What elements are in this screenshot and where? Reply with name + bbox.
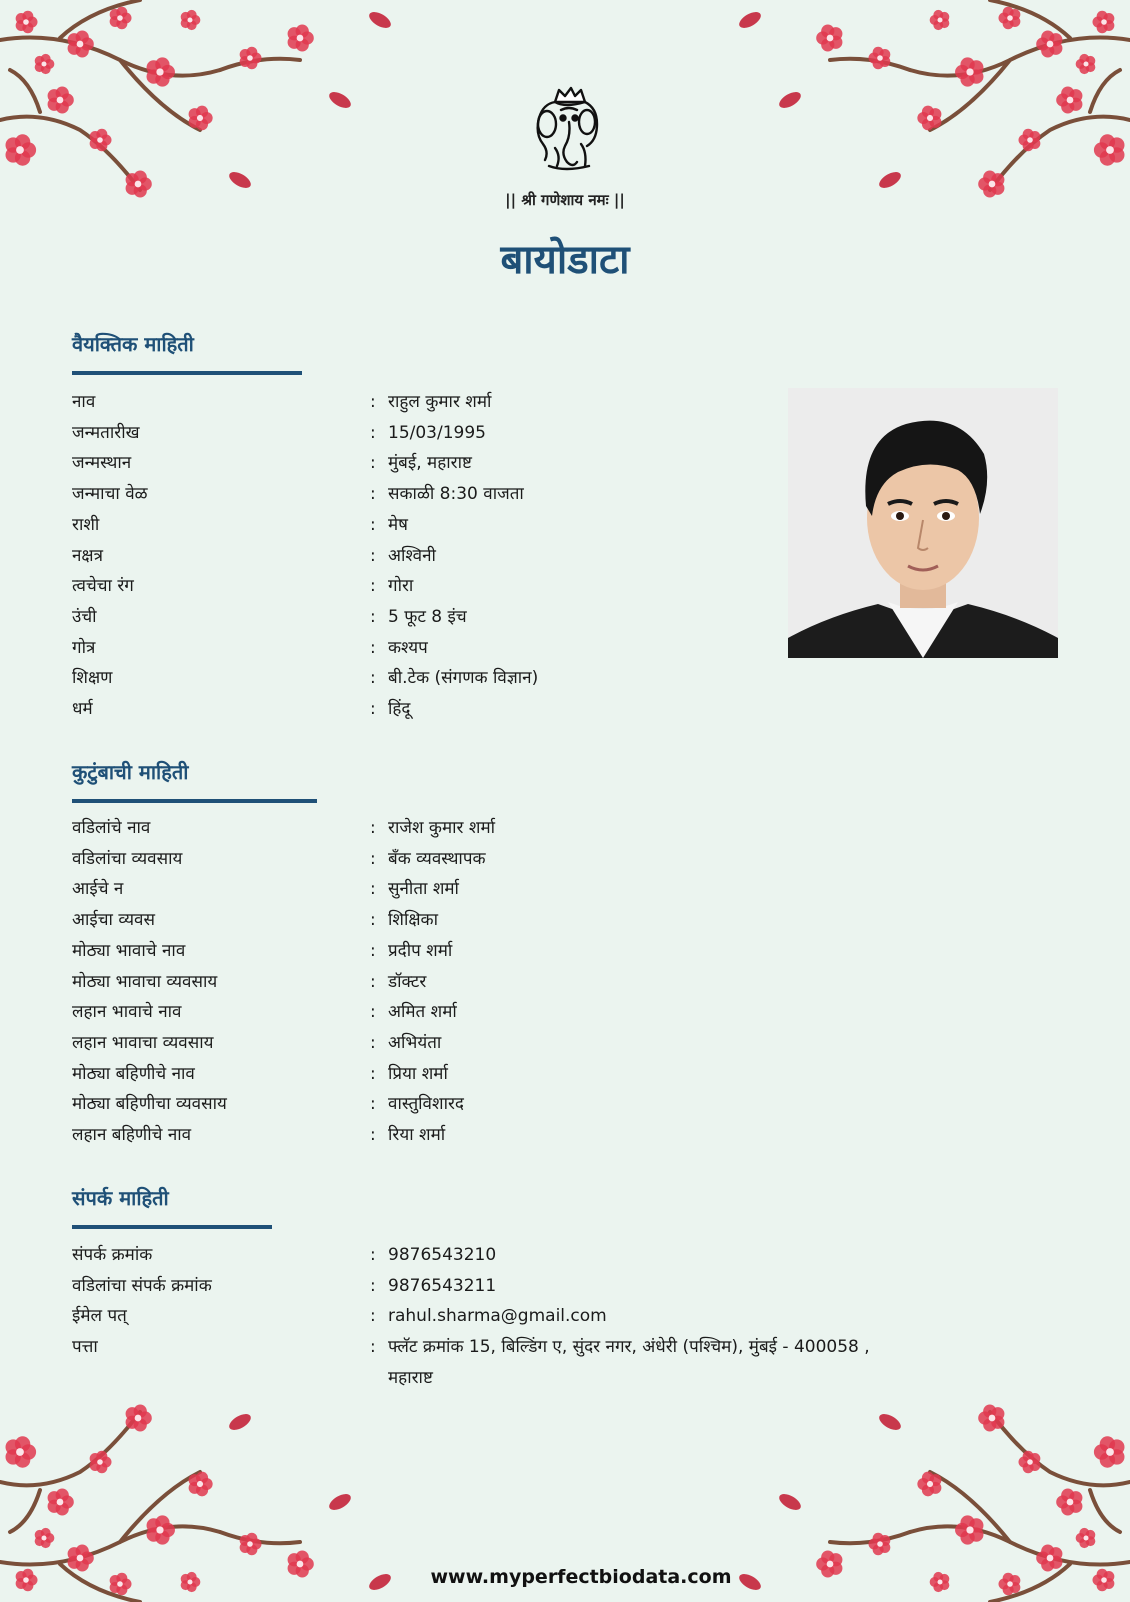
info-value: 9876543211	[388, 1275, 497, 1296]
info-row	[72, 1120, 972, 1150]
blossom-flower	[1019, 129, 1041, 151]
info-row	[72, 1089, 972, 1119]
info-row	[72, 997, 972, 1027]
section-rule-family	[72, 799, 317, 803]
info-separator: :	[370, 1275, 376, 1296]
info-value: 5 फूट 8 इंच	[388, 606, 467, 627]
info-separator: :	[370, 422, 376, 443]
blossom-flower	[48, 87, 74, 114]
blossom-flower	[90, 1451, 112, 1473]
info-separator: :	[370, 879, 376, 900]
info-label: वडिलांचे नाव	[72, 818, 151, 838]
info-row	[72, 874, 972, 904]
branch-stroke	[1090, 70, 1120, 112]
info-separator: :	[370, 1337, 376, 1358]
branch-stroke	[1090, 1490, 1120, 1532]
branch-stroke	[910, 1526, 1130, 1564]
blossom-flower	[16, 11, 38, 33]
info-label: धर्म	[72, 699, 93, 719]
info-separator: :	[370, 1125, 376, 1145]
info-label: आईचे न	[72, 879, 124, 900]
info-separator: :	[370, 576, 376, 597]
info-value: बी.टेक (संगणक विज्ञान)	[388, 668, 539, 689]
falling-petal	[227, 169, 254, 191]
info-value: मुंबई, महाराष्ट	[388, 453, 472, 474]
info-label: जन्माचा वेळ	[72, 484, 148, 505]
info-label: लहान भावाचा व्यवसाय	[72, 1032, 214, 1053]
blossom-flower	[240, 1533, 262, 1555]
info-separator: :	[370, 940, 376, 961]
section-rule-personal	[72, 371, 302, 375]
info-separator: :	[370, 910, 376, 931]
info-row	[72, 1240, 972, 1270]
section-title-contact: संपर्क माहिती	[72, 1186, 169, 1210]
blossom-flower	[90, 129, 112, 151]
info-row	[72, 1332, 972, 1389]
blossom-flower	[816, 25, 842, 52]
blossom-flower	[869, 47, 891, 69]
blossom-flower	[955, 1515, 983, 1544]
info-label: राशी	[72, 514, 100, 535]
branch-stroke	[0, 1526, 220, 1564]
info-value: सकाळी 8:30 वाजता	[388, 484, 524, 505]
blossom-flower	[35, 54, 55, 74]
blossom-flower	[6, 134, 37, 165]
blossom-flower	[48, 1489, 74, 1516]
info-separator: :	[370, 848, 376, 869]
info-value: प्रदीप शर्मा	[388, 940, 453, 961]
branch-stroke	[910, 38, 1130, 76]
info-value: फ्लॅट क्रमांक 15, बिल्डिंग ए, सुंदर नगर, अंधेरी (पश्चिम), मुंबई - 400058 , महाराष्ट	[388, 1337, 870, 1389]
section-rule-contact	[72, 1225, 272, 1229]
blossom-flower	[126, 1405, 152, 1432]
info-separator: :	[370, 1063, 376, 1084]
blossom-branch-bottom-left	[0, 1322, 420, 1602]
info-label: मोठ्या भावाचे नाव	[72, 940, 186, 961]
footer-website: www.myperfectbiodata.com	[430, 1566, 732, 1588]
info-value: वास्तुविशारद	[388, 1094, 464, 1115]
info-value: गोरा	[388, 576, 414, 597]
info-label: जन्मतारीख	[72, 422, 140, 443]
blossom-flower	[1019, 1451, 1041, 1473]
info-separator: :	[370, 484, 376, 505]
info-value: अभियंता	[388, 1032, 442, 1053]
blossom-flower	[917, 1472, 941, 1497]
info-value: बँक व्यवस्थापक	[388, 848, 486, 869]
info-value: rahul.sharma@gmail.com	[388, 1306, 607, 1327]
info-value: अश्विनी	[388, 545, 436, 566]
info-value: रिया शर्मा	[388, 1125, 446, 1145]
blossom-flower	[6, 1436, 37, 1467]
info-value: शिक्षिका	[388, 910, 439, 931]
blossom-flower	[240, 47, 262, 69]
page-title: बायोडाटा	[500, 237, 630, 283]
info-label: पत्ता	[72, 1337, 98, 1358]
info-row	[72, 1059, 972, 1089]
falling-petal	[777, 89, 804, 111]
info-label: वडिलांचा संपर्क क्रमांक	[72, 1275, 212, 1296]
branch-stroke	[10, 1490, 40, 1532]
info-label: गोत्र	[72, 637, 96, 658]
info-separator: :	[370, 545, 376, 566]
info-separator: :	[370, 971, 376, 992]
info-value: अमित शर्मा	[388, 1002, 457, 1023]
blossom-flower	[147, 1515, 175, 1544]
info-label: लहान बहिणीचे नाव	[72, 1125, 192, 1145]
blossom-flower	[288, 25, 314, 52]
info-row	[72, 1301, 972, 1331]
info-label: मोठ्या बहिणीचा व्यवसाय	[72, 1094, 227, 1115]
falling-petal	[367, 9, 394, 31]
info-label: नाव	[72, 392, 96, 412]
info-row	[72, 1271, 972, 1301]
falling-petal	[877, 169, 904, 191]
info-separator: :	[370, 818, 376, 838]
info-value: 15/03/1995	[388, 422, 486, 443]
info-separator: :	[370, 1032, 376, 1053]
info-label: वडिलांचा व्यवसाय	[72, 848, 183, 869]
info-separator: :	[370, 668, 376, 689]
info-label: आईचा व्यवस	[72, 910, 155, 931]
blossom-flower	[1076, 1528, 1096, 1548]
blossom-flower	[917, 106, 941, 131]
info-separator: :	[370, 699, 376, 719]
mantra-text: || श्री गणेशाय नमः ||	[505, 191, 625, 209]
info-row	[72, 905, 972, 935]
branch-stroke	[10, 70, 40, 112]
info-separator: :	[370, 392, 376, 412]
info-separator: :	[370, 637, 376, 658]
blossom-flower	[110, 7, 132, 29]
info-label: संपर्क क्रमांक	[72, 1245, 153, 1265]
info-value: राजेश कुमार शर्मा	[388, 818, 496, 838]
ganesha-icon	[525, 82, 605, 174]
falling-petal	[327, 89, 354, 111]
branch-stroke	[0, 38, 220, 76]
blossom-flower	[68, 31, 94, 58]
info-value: मेष	[388, 514, 408, 535]
info-row	[72, 663, 972, 693]
blossom-flower	[147, 57, 175, 86]
blossom-flower	[978, 1405, 1004, 1432]
info-separator: :	[370, 1245, 376, 1265]
info-separator: :	[370, 514, 376, 535]
falling-petal	[327, 1491, 354, 1513]
info-label: मोठ्या बहिणीचे नाव	[72, 1063, 195, 1084]
info-row	[72, 694, 972, 724]
info-row	[72, 1028, 972, 1058]
info-separator: :	[370, 1306, 376, 1327]
info-label: ईमेल पत्	[72, 1306, 127, 1327]
info-label: शिक्षण	[72, 668, 113, 689]
profile-photo	[788, 388, 1058, 658]
blossom-flower	[955, 57, 983, 86]
blossom-flower	[181, 10, 201, 30]
falling-petal	[227, 1411, 254, 1433]
blossom-flower	[1094, 1436, 1125, 1467]
blossom-flower	[1056, 87, 1082, 114]
info-separator: :	[370, 453, 376, 474]
section-title-family: कुटुंबाची माहिती	[72, 760, 189, 784]
blossom-flower	[930, 10, 950, 30]
info-label: जन्मस्थान	[72, 453, 132, 474]
blossom-flower	[1036, 31, 1062, 58]
blossom-flower	[1076, 54, 1096, 74]
info-separator: :	[370, 1002, 376, 1023]
info-label: नक्षत्र	[72, 545, 104, 566]
info-value: डॉक्टर	[388, 971, 427, 992]
info-value: राहुल कुमार शर्मा	[388, 392, 492, 412]
falling-petal	[877, 1411, 904, 1433]
falling-petal	[777, 1491, 804, 1513]
info-row	[72, 967, 972, 997]
info-label: लहान भावाचे नाव	[72, 1002, 182, 1023]
blossom-flower	[189, 106, 213, 131]
section-title-personal: वैयक्तिक माहिती	[72, 332, 194, 356]
info-value: हिंदू	[388, 699, 411, 719]
blossom-flower	[999, 7, 1021, 29]
info-row	[72, 844, 972, 874]
blossom-flower	[869, 1533, 891, 1555]
info-label: उंची	[72, 606, 97, 627]
info-value: सुनीता शर्मा	[388, 879, 459, 900]
blossom-flower	[35, 1528, 55, 1548]
blossom-flower	[1093, 11, 1115, 33]
blossom-flower	[1056, 1489, 1082, 1516]
blossom-flower	[189, 1472, 213, 1497]
info-separator: :	[370, 1094, 376, 1115]
info-row	[72, 936, 972, 966]
info-separator: :	[370, 606, 376, 627]
info-value: 9876543210	[388, 1245, 497, 1265]
blossom-flower	[1094, 134, 1125, 165]
info-row	[72, 813, 972, 843]
info-value: कश्यप	[388, 637, 428, 658]
info-label: त्वचेचा रंग	[72, 576, 134, 597]
info-value: प्रिया शर्मा	[388, 1063, 448, 1084]
info-label: मोठ्या भावाचा व्यवसाय	[72, 971, 218, 992]
falling-petal	[737, 9, 764, 31]
